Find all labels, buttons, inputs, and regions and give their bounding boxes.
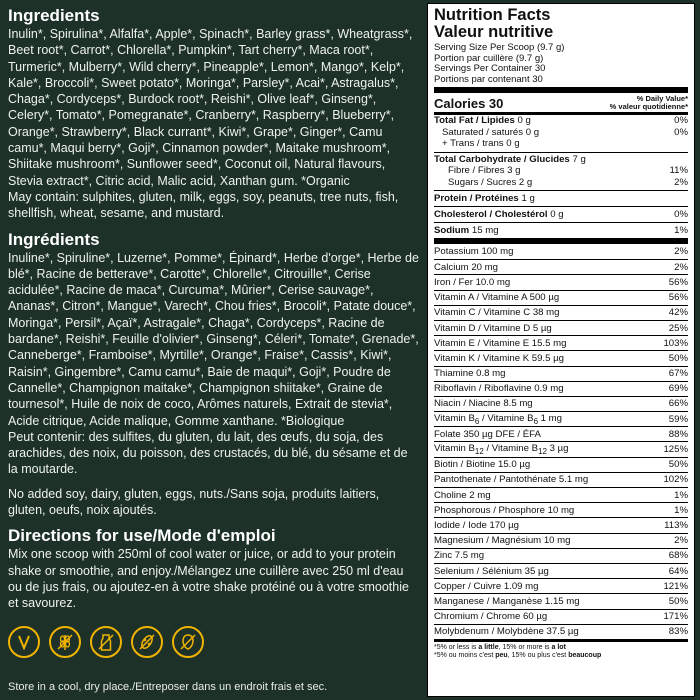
nutrient-label: Molybdenum / Molybdène 37.5 µg bbox=[434, 626, 579, 638]
saturated-row bbox=[434, 127, 688, 139]
nutrient-pct: 103% bbox=[663, 337, 688, 349]
micronutrient-list bbox=[434, 244, 688, 639]
b6-sub2: 6 bbox=[533, 416, 539, 426]
cholesterol-pct: 0% bbox=[674, 208, 688, 220]
nutrient-row bbox=[434, 578, 688, 593]
sugars-pct: 2% bbox=[674, 176, 688, 188]
ingredients-column bbox=[8, 6, 420, 658]
footnote-en bbox=[434, 644, 688, 653]
nutrient-pct: 113% bbox=[664, 519, 688, 531]
serving-size-en: Serving Size Per Scoop (9.7 g) bbox=[434, 42, 565, 53]
nutrient-row bbox=[434, 517, 688, 532]
nutrient-pct: 2% bbox=[674, 261, 688, 273]
foot-fr-d: beaucoup bbox=[568, 652, 602, 660]
allergen-warning-en: May contain: sulphites, gluten, milk, eggs, soy, peanuts, tree nuts, fish, shellfish, wheat, sesame, and mustard. bbox=[8, 189, 399, 221]
daily-value-header bbox=[610, 95, 688, 111]
ingredients-list-en: Inulin*, Spirulina*, Alfalfa*, Apple*, Spinach*, Barley grass*, Wheatgrass*, Beet root*, Carrot*, Chlorella*, Pumpkin*, Tart cherry*, Maca root*, Turmeric*, Mulberry*, Wild cherry*, Pineapple*, Lemon*, Mango*, Kelp*, Kale*, Broccoli*, Sweet potato*, Moringa*, Parsley*, Acai*, Astragalus*, Chaga*, Cordyceps*, Burdock root*, Reishi*, Olive leaf*, Ginseng*, Celery*, Tomato*, Pomegranate*, Cranberry*, Raspberry*, Blueberry*, Orange*, Strawberry*, Black currant*, Kiwi*, Grape*, Ginger*, Camu camu*, Maqui berry*, Goji*, Cinnamon powder*, Maitake mushroom*, Shiitake mushroom*, Sunflower seed*, Coconut oil, Natural flavours, Stevia extract*, Citric acid, Malic acid, Xanthan gum. *Organic bbox=[8, 27, 413, 188]
nutrient-label: Riboflavin / Riboflavine 0.9 mg bbox=[434, 383, 564, 395]
cholesterol-amount: 0 g bbox=[550, 208, 564, 220]
nutrient-pct: 68% bbox=[668, 550, 688, 562]
directions-heading: Directions for use/Mode d'emploi bbox=[8, 526, 276, 546]
b12-post: 3 µg bbox=[546, 443, 569, 455]
nutrient-label: Biotin / Biotine 15.0 µg bbox=[434, 459, 531, 471]
fat-label: Total Fat / Lipides bbox=[434, 115, 515, 126]
foot-en-a: *5% or less is bbox=[434, 643, 479, 651]
nutrient-pct: 121% bbox=[663, 580, 688, 592]
nutrient-label: Niacin / Niacine 8.5 mg bbox=[434, 398, 533, 410]
fat-pct: 0% bbox=[674, 115, 688, 126]
ingredients-heading-fr: Ingrédients bbox=[8, 229, 100, 249]
b6-mid: / Vitamine B bbox=[479, 412, 534, 424]
nutrient-label: Calcium 20 mg bbox=[434, 261, 498, 273]
nutrient-pct: 2% bbox=[674, 246, 688, 258]
foot-fr-c: , 15% ou plus c'est bbox=[507, 652, 569, 660]
nutrient-pct: 102% bbox=[663, 474, 688, 486]
calories-row bbox=[434, 93, 688, 112]
nutrient-pct: 56% bbox=[668, 276, 688, 288]
sodium-label: Sodium bbox=[434, 224, 470, 236]
nutrient-label: Vitamin A / Vitamine A 500 µg bbox=[434, 292, 560, 304]
nutrient-row bbox=[434, 624, 688, 639]
nutrition-facts-panel bbox=[427, 3, 695, 697]
nutrient-label: Iodide / Iode 170 µg bbox=[434, 519, 520, 531]
nutrient-row bbox=[434, 335, 688, 350]
foot-en-d: a lot bbox=[551, 643, 566, 651]
nutrition-title-en: Nutrition Facts bbox=[434, 6, 551, 24]
b12-sub: 12 bbox=[474, 446, 484, 456]
sodium-pct: 1% bbox=[674, 224, 688, 236]
carb-amount: 7 g bbox=[572, 153, 586, 165]
protein-amount: 1 g bbox=[521, 192, 535, 204]
nutrient-pct: 50% bbox=[668, 595, 688, 607]
nutrient-row bbox=[434, 350, 688, 365]
sugars-label: Sugars / Sucres 2 g bbox=[448, 176, 533, 188]
ingredients-heading-en: Ingredients bbox=[8, 6, 100, 25]
nutrient-label: Pantothenate / Pantothénate 5.1 mg bbox=[434, 474, 589, 486]
nutrient-row bbox=[434, 381, 688, 396]
nutrient-row bbox=[434, 396, 688, 411]
nutrient-pct: 42% bbox=[668, 307, 688, 319]
nutrition-title-fr: Valeur nutritive bbox=[434, 23, 554, 41]
nutrient-row bbox=[434, 259, 688, 274]
nutrient-label: Choline 2 mg bbox=[434, 489, 491, 501]
foot-en-c: , 15% or more is bbox=[498, 643, 552, 651]
storage-instructions: Store in a cool, dry place./Entreposer dans un endroit frais et sec. bbox=[8, 681, 328, 693]
saturated-label: Saturated / saturés 0 g bbox=[442, 126, 540, 138]
b6-pre: Vitamin B bbox=[434, 412, 475, 424]
nutrient-label: Copper / Cuivre 1.09 mg bbox=[434, 580, 539, 592]
nutrient-row bbox=[434, 320, 688, 335]
foot-fr-b: peu bbox=[495, 652, 508, 660]
nutrient-pct: 171% bbox=[663, 611, 688, 623]
nutrient-pct: 88% bbox=[668, 428, 688, 440]
nutrient-label: Phosphorous / Phosphore 10 mg bbox=[434, 504, 575, 516]
daily-value-footnote bbox=[434, 642, 688, 661]
cholesterol-label: Cholesterol / Cholestérol bbox=[434, 208, 548, 220]
b12-pre: Vitamin B bbox=[434, 443, 475, 455]
nutrient-label: Vitamin K / Vitamine K 59.5 µg bbox=[434, 352, 564, 364]
carb-row bbox=[434, 154, 688, 166]
allergen-warning-fr: Peut contenir: des sulfites, du gluten, du lait, des œufs, du soja, des arachides, des noix, du poisson, des crustacés, du blé, du sésame et de la moutarde. bbox=[8, 429, 408, 477]
nutrient-row bbox=[434, 533, 688, 548]
nutrient-row bbox=[434, 426, 688, 441]
b12-sub2: 12 bbox=[538, 446, 547, 456]
nutrient-pct: 125% bbox=[663, 444, 688, 456]
nutrient-label bbox=[434, 443, 568, 456]
protein-row bbox=[434, 191, 688, 206]
nutrient-pct: 66% bbox=[668, 398, 688, 410]
nutrient-pct: 1% bbox=[674, 504, 688, 516]
trans-row bbox=[434, 138, 688, 150]
dv-fr: % valeur quotidienne* bbox=[609, 102, 688, 111]
nutrient-label: Selenium / Sélénium 35 µg bbox=[434, 565, 549, 577]
nutrient-row bbox=[434, 593, 688, 608]
nutrient-label: Manganese / Manganèse 1.15 mg bbox=[434, 595, 580, 607]
fibre-row bbox=[434, 165, 688, 177]
nutrient-pct: 59% bbox=[668, 413, 688, 425]
b6-sub: 6 bbox=[474, 416, 480, 426]
nutrient-label: Iron / Fer 10.0 mg bbox=[434, 276, 511, 288]
nutrient-pct: 50% bbox=[668, 352, 688, 364]
nutrient-label bbox=[434, 413, 562, 426]
nutrient-label: Vitamin E / Vitamine E 15.5 mg bbox=[434, 337, 567, 349]
nutrient-label: Magnesium / Magnésium 10 mg bbox=[434, 535, 571, 547]
b6-post: 1 mg bbox=[538, 412, 563, 424]
servings-en: Servings Per Container 30 bbox=[434, 63, 546, 74]
nutrient-label: Zinc 7.5 mg bbox=[434, 550, 485, 562]
nutrient-pct: 64% bbox=[668, 565, 688, 577]
nutrient-pct: 56% bbox=[668, 292, 688, 304]
nutrient-row bbox=[434, 305, 688, 320]
sodium-row bbox=[434, 223, 688, 238]
nutrient-row bbox=[434, 290, 688, 305]
serving-size-fr: Portion par cuillère (9.7 g) bbox=[434, 52, 544, 64]
nutrient-row bbox=[434, 548, 688, 563]
nutrient-label: Potassium 100 mg bbox=[434, 246, 514, 258]
nutrient-row bbox=[434, 487, 688, 502]
nutrient-row bbox=[434, 502, 688, 517]
fibre-label: Fibre / Fibres 3 g bbox=[448, 165, 521, 176]
no-nuts-icon bbox=[172, 626, 204, 658]
no-added-statement: No added soy, dairy, gluten, eggs, nuts./Sans soja, produits laitiers, gluten, oeufs, noix ajoutés. bbox=[8, 486, 380, 518]
foot-fr-a: *5% ou moins c'est bbox=[434, 652, 496, 660]
ingredients-list-fr: Inuline*, Spiruline*, Luzerne*, Pomme*, Épinard*, Herbe d'orge*, Herbe de blé*, Racine de betterave*, Carotte*, Chlorelle*, Citrouille*, Cerise acidulée*, Racine de maca*, Curcuma*, Mûrier*, Cerise sauvage*, Ananas*, Citron*, Mangue*, Varech*, Chou fries*, Brocoli*, Patate douce*, Moringa*, Persil*, Açaï*, Astragale*, Chaga*, Cordyceps*, Racine de bardane*, Reishi*, Feuille d'olivier*, Ginseng*, Céleri*, Tomate*, Grenade*, Canneberge*, Framboise*, Myrtille*, Orange*, Fraise*, Cassis*, Kiwi*, Raisin*, Gingembre*, Camu camu*, Baie de maqui*, Goji*, Poudre de Cannelle*, Champignon maitake*, Champignon shiitake*, Graine de tournesol*, Huile de noix de coco, Arômes naturels, Extrait de stevia*, Acide citrique, Acide malique, Gomme xanthane. *Biologique bbox=[8, 250, 419, 428]
nutrient-row bbox=[434, 274, 688, 289]
servings-fr: Portions par contenant 30 bbox=[434, 73, 543, 85]
nutrient-pct: 69% bbox=[668, 383, 688, 395]
saturated-pct: 0% bbox=[674, 126, 688, 138]
nutrient-row bbox=[434, 472, 688, 487]
trans-label: + Trans / trans 0 g bbox=[442, 138, 520, 149]
nutrient-pct: 25% bbox=[668, 322, 688, 334]
foot-en-b: a little bbox=[478, 643, 499, 651]
nutrient-pct: 67% bbox=[668, 368, 688, 380]
nutrient-label: Vitamin C / Vitamine C 38 mg bbox=[434, 307, 560, 319]
nutrient-label: Chromium / Chrome 60 µg bbox=[434, 611, 548, 623]
nutrient-row bbox=[434, 609, 688, 624]
nutrient-pct: 1% bbox=[674, 489, 688, 501]
fibre-pct: 11% bbox=[669, 165, 688, 176]
nutrient-pct: 83% bbox=[668, 626, 688, 638]
nutrient-row bbox=[434, 244, 688, 259]
directions-text: Mix one scoop with 250ml of cool water or juice, or add to your protein shake or smoothie, and enjoy./Mélangez une cuillère avec 250 ml d'eau ou de jus frais, ou ajoutez-en à votre shake protéiné ou à votre smoothie et savourez. bbox=[8, 547, 409, 611]
protein-label: Protein / Protéines bbox=[434, 192, 519, 204]
nutrient-row-b6 bbox=[434, 411, 688, 426]
no-soy-icon bbox=[131, 626, 163, 658]
sodium-amount: 15 mg bbox=[471, 224, 499, 236]
nutrient-label: Vitamin D / Vitamine D 5 µg bbox=[434, 322, 552, 334]
nutrient-row bbox=[434, 457, 688, 472]
carb-label: Total Carbohydrate / Glucides bbox=[434, 153, 570, 165]
no-dairy-icon bbox=[90, 626, 122, 658]
nutrient-label: Thiamine 0.8 mg bbox=[434, 368, 506, 380]
nutrient-row bbox=[434, 563, 688, 578]
calories-label: Calories 30 bbox=[434, 96, 504, 111]
fat-row bbox=[434, 115, 688, 127]
dietary-icons bbox=[8, 626, 420, 658]
dv-en: % Daily Value* bbox=[636, 94, 688, 103]
gluten-free-icon bbox=[49, 626, 81, 658]
fat-amount: 0 g bbox=[517, 115, 531, 126]
nutrient-pct: 50% bbox=[668, 459, 688, 471]
sugars-row bbox=[434, 177, 688, 189]
b12-mid: / Vitamine B bbox=[483, 443, 539, 455]
nutrient-row bbox=[434, 366, 688, 381]
vegan-icon bbox=[8, 626, 40, 658]
cholesterol-row bbox=[434, 207, 688, 222]
nutrient-row-b12 bbox=[434, 441, 688, 456]
nutrient-label: Folate 350 µg DFE / ÉFA bbox=[434, 428, 541, 440]
nutrient-pct: 2% bbox=[674, 535, 688, 547]
footnote-fr bbox=[434, 652, 688, 661]
